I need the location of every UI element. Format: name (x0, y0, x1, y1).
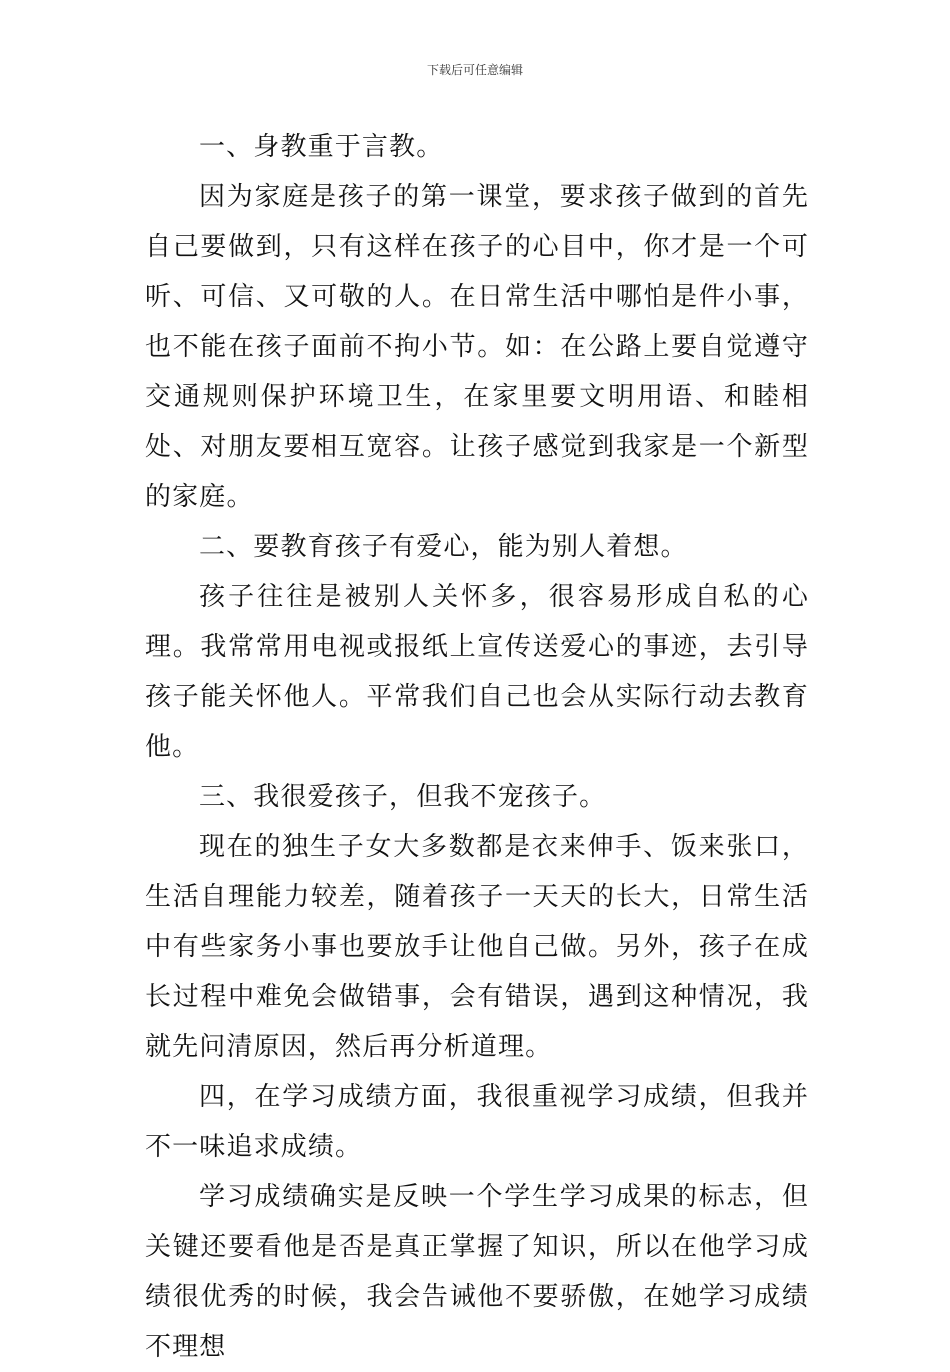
section-heading-4: 四，在学习成绩方面，我很重视学习成绩，但我并不一味追求成绩。 (145, 1082, 809, 1162)
section-heading-3: 三、我很爱孩子，但我不宠孩子。 (199, 782, 607, 812)
paragraph-3: 现在的独生子女大多数都是衣来伸手、饭来张口，生活自理能力较差，随着孩子一天天的长大，日常生活中有些家务小事也要放手让他自己做。另外，孩子在成长过程中难免会做错事，会有错误，遇到这种情况，我就先问清原因，然后再分析道理。 (145, 832, 809, 1062)
paragraph-2: 孩子往往是被别人关怀多，很容易形成自私的心理。我常常用电视或报纸上宣传送爱心的事迹，去引导孩子能关怀他人。平常我们自己也会从实际行动去教育他。 (145, 582, 809, 762)
page-header: 下载后可任意编辑 (426, 63, 523, 77)
paragraph-4: 学习成绩确实是反映一个学生学习成果的标志，但关键还要看他是否是真正掌握了知识，所以在他学习成绩很优秀的时候，我会告诫他不要骄傲，在她学习成绩不理想 (145, 1182, 809, 1362)
paragraph-1: 因为家庭是孩子的第一课堂，要求孩子做到的首先自己要做到，只有这样在孩子的心目中，你才是一个可听、可信、又可敬的人。在日常生活中哪怕是件小事，也不能在孩子面前不拘小节。如：在公路上要自觉遵守交通规则保护环境卫生，在家里要文明用语、和睦相处、对朋友要相互宽容。让孩子感觉到我家是一个新型的家庭。 (145, 182, 809, 512)
section-heading-1: 一、身教重于言教。 (199, 132, 444, 162)
document-body (145, 122, 809, 1372)
section-heading-2: 二、要教育孩子有爱心，能为别人着想。 (199, 532, 688, 562)
